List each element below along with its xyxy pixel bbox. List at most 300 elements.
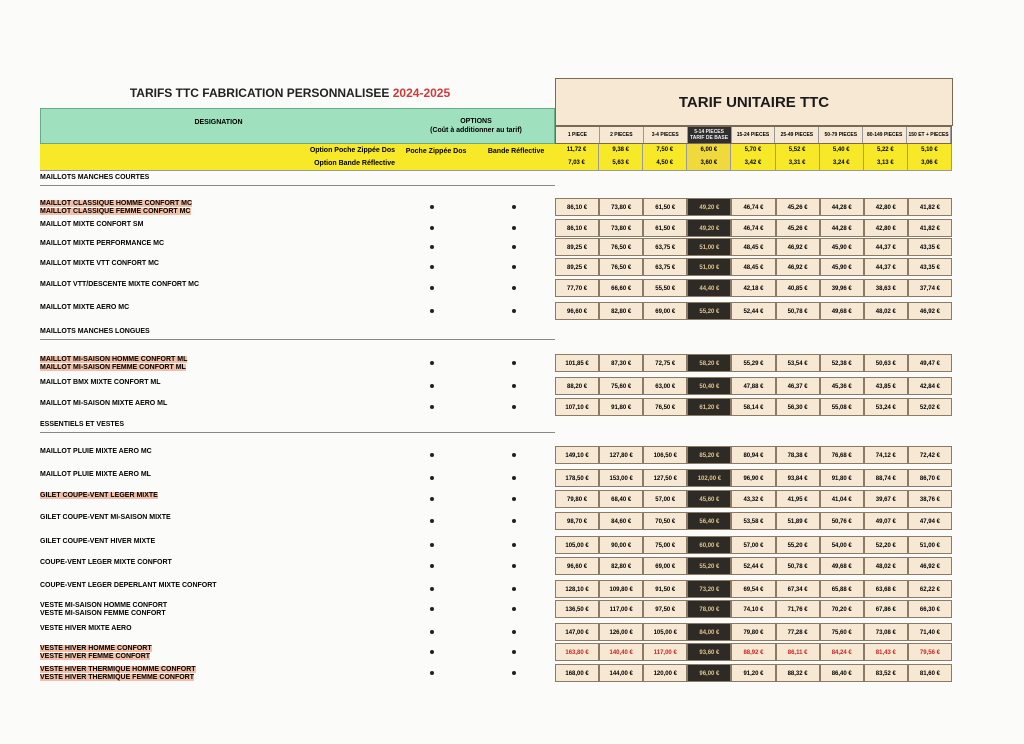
option-dot [430,564,434,568]
price-cells [555,377,952,395]
price-cell: 51,00 € [908,536,952,554]
product-name [40,379,380,387]
price-cells [555,557,952,575]
product-name [40,221,380,229]
option-bande-price: 3,31 € [776,157,820,170]
price-cell: 51,00 € [687,238,731,256]
product-name-line: VESTE HIVER THERMIQUE FEMME CONFORT [40,674,195,681]
product-name [40,514,380,522]
price-cell: 46,74 € [731,198,775,216]
price-cell: 42,80 € [864,219,908,237]
price-cell: 89,25 € [555,258,599,276]
sheet-title [40,86,540,100]
qty-col-6: 50-79 PIECES [819,127,863,143]
price-cells [555,623,952,641]
option-dot [430,650,434,654]
option-bande-price: 7,03 € [555,157,599,170]
price-cell: 55,50 € [643,279,687,297]
price-cell: 46,92 € [776,238,820,256]
price-cell: 58,14 € [731,398,775,416]
option-dot [430,630,434,634]
price-cell: 57,00 € [643,490,687,508]
price-cell: 45,26 € [776,219,820,237]
price-cell: 67,86 € [864,600,908,618]
price-cell: 91,80 € [599,398,643,416]
price-cell: 55,20 € [687,302,731,320]
price-cell: 128,10 € [555,580,599,598]
option-dot [430,519,434,523]
price-cell: 47,94 € [908,512,952,530]
option-dot [430,265,434,269]
table-row [30,643,952,661]
price-cell: 38,63 € [864,279,908,297]
price-cell: 46,37 € [776,377,820,395]
price-cells [555,490,952,508]
product-name [40,582,380,590]
option-dot [512,476,516,480]
price-cell: 46,74 € [731,219,775,237]
price-cell: 48,45 € [731,238,775,256]
price-cell: 57,00 € [731,536,775,554]
qty-col-3: 5-14 PIECES TARIF DE BASE [688,127,732,143]
price-cell: 48,45 € [731,258,775,276]
price-cell: 66,30 € [908,600,952,618]
price-cell: 73,08 € [864,623,908,641]
price-cell: 96,60 € [555,302,599,320]
price-cell: 50,40 € [687,377,731,395]
price-cell: 45,90 € [820,238,864,256]
option-labels [40,144,395,170]
price-cell: 53,24 € [864,398,908,416]
product-name [40,304,380,312]
table-row [30,238,952,256]
price-cell: 86,70 € [908,469,952,487]
product-name-line: MAILLOT MIXTE AERO MC [40,304,130,311]
price-cell: 58,20 € [687,354,731,372]
price-cell: 87,30 € [599,354,643,372]
table-row [30,623,952,641]
section-header: ESSENTIELS ET VESTES [40,418,555,433]
table-row [30,377,952,395]
option-dot [430,226,434,230]
option-dot [512,497,516,501]
option-poche-price: 11,72 € [555,144,599,157]
option-dot [512,405,516,409]
table-row [30,198,952,216]
option-dot [512,309,516,313]
price-cell: 168,00 € [555,664,599,682]
price-cell: 50,78 € [776,302,820,320]
price-cell: 40,85 € [776,279,820,297]
price-cell: 49,68 € [820,302,864,320]
price-cell: 68,40 € [599,490,643,508]
table-row [30,512,952,530]
price-cells [555,643,952,661]
price-cell: 69,54 € [731,580,775,598]
price-cell: 51,89 € [776,512,820,530]
price-cell: 67,34 € [776,580,820,598]
price-cell: 49,47 € [908,354,952,372]
price-cell: 55,20 € [687,557,731,575]
option-dot [512,543,516,547]
option-dot [430,476,434,480]
price-cell: 79,80 € [555,490,599,508]
price-cell: 76,68 € [820,446,864,464]
price-cell: 70,50 € [643,512,687,530]
product-name-line: MAILLOT MI-SAISON HOMME CONFORT ML [40,356,188,363]
option-dot [430,286,434,290]
price-cell: 96,00 € [687,664,731,682]
option-dot [512,587,516,591]
price-cell: 71,40 € [908,623,952,641]
price-cell: 49,07 € [864,512,908,530]
product-name-line: VESTE MI-SAISON FEMME CONFORT [40,610,166,617]
price-cells [555,580,952,598]
option-dot [430,205,434,209]
price-cell: 117,00 € [643,643,687,661]
option-dot [512,384,516,388]
qty-col-2: 3-4 PIECES [644,127,688,143]
qty-col-7: 80-149 PIECES [863,127,907,143]
price-cell: 44,28 € [820,219,864,237]
title-prefix: TARIFS TTC FABRICATION PERSONNALISEE [129,86,390,100]
price-cell: 63,75 € [643,238,687,256]
price-cells [555,664,952,682]
option-bande-prices [555,157,952,170]
price-cell: 178,50 € [555,469,599,487]
price-cell: 76,50 € [643,398,687,416]
price-cell: 71,76 € [776,600,820,618]
quantity-header [555,126,952,144]
product-name [40,448,380,456]
table-row [30,580,952,598]
option-dot [512,607,516,611]
price-cell: 101,85 € [555,354,599,372]
col-poche-header: Poche Zippée Dos [405,148,467,155]
price-cell: 52,20 € [864,536,908,554]
title-year: 2024-2025 [392,86,451,100]
price-cell: 48,02 € [864,557,908,575]
price-cell: 91,80 € [820,469,864,487]
table-row [30,490,952,508]
price-cell: 75,60 € [820,623,864,641]
product-name [40,356,380,372]
price-cell: 126,00 € [599,623,643,641]
price-cells [555,354,952,372]
table-row [30,664,952,682]
price-cell: 107,10 € [555,398,599,416]
product-name-line: MAILLOT BMX MIXTE CONFORT ML [40,379,161,386]
option-poche-price: 5,10 € [908,144,952,157]
price-cell: 56,30 € [776,398,820,416]
price-cell: 98,70 € [555,512,599,530]
price-cell: 79,80 € [731,623,775,641]
product-name-line: VESTE HIVER THERMIQUE HOMME CONFORT [40,666,196,673]
price-cell: 61,50 € [643,198,687,216]
designation-header: DESIGNATION [194,119,243,126]
price-cell: 46,92 € [908,557,952,575]
table-row [30,469,952,487]
option-poche-price: 5,40 € [820,144,864,157]
price-cells [555,398,952,416]
price-cell: 38,76 € [908,490,952,508]
price-cell: 84,60 € [599,512,643,530]
price-cell: 53,54 € [776,354,820,372]
product-name [40,625,380,633]
price-cell: 96,60 € [555,557,599,575]
price-cell: 45,36 € [820,377,864,395]
price-cells [555,219,952,237]
price-cell: 50,63 € [864,354,908,372]
price-cell: 149,10 € [555,446,599,464]
price-cell: 105,00 € [643,623,687,641]
price-cell: 78,00 € [687,600,731,618]
option-columns [395,148,555,155]
option-dot [512,564,516,568]
price-cell: 43,35 € [908,258,952,276]
product-name-line: GILET COUPE-VENT MI-SAISON MIXTE [40,514,171,521]
price-cell: 120,00 € [643,664,687,682]
option-bande-price: 5,63 € [599,157,643,170]
product-name [40,602,380,618]
price-cell: 47,88 € [731,377,775,395]
price-cell: 109,80 € [599,580,643,598]
price-cell: 63,68 € [864,580,908,598]
option-dot [430,587,434,591]
price-cell: 63,00 € [643,377,687,395]
price-cell: 105,00 € [555,536,599,554]
price-cell: 44,37 € [864,258,908,276]
price-cell: 102,00 € [687,469,731,487]
price-cell: 81,60 € [908,664,952,682]
product-name-line: MAILLOT MIXTE PERFORMANCE MC [40,240,165,247]
price-cell: 42,84 € [908,377,952,395]
price-cell: 117,00 € [599,600,643,618]
table-row [30,219,952,237]
price-cells [555,536,952,554]
product-name [40,200,380,216]
price-cell: 49,68 € [820,557,864,575]
price-cell: 153,00 € [599,469,643,487]
price-cell: 60,00 € [687,536,731,554]
price-cell: 97,50 € [643,600,687,618]
qty-col-4: 15-24 PIECES [732,127,776,143]
option-dot [512,361,516,365]
price-cell: 86,40 € [820,664,864,682]
product-name [40,559,380,567]
price-cell: 49,20 € [687,198,731,216]
price-cell: 53,58 € [731,512,775,530]
product-name [40,645,380,661]
option-dot [430,361,434,365]
price-cell: 93,60 € [687,643,731,661]
product-name-line: MAILLOT PLUIE MIXTE AERO ML [40,471,151,478]
price-cell: 96,90 € [731,469,775,487]
price-cell: 61,50 € [643,219,687,237]
product-name-line: MAILLOT MIXTE VTT CONFORT MC [40,260,159,267]
price-cell: 50,76 € [820,512,864,530]
section-header: MAILLOTS MANCHES COURTES [40,171,555,186]
price-cell: 89,25 € [555,238,599,256]
option-bande-price: 3,06 € [908,157,952,170]
price-cell: 55,20 € [776,536,820,554]
price-cell: 49,20 € [687,219,731,237]
price-cell: 45,60 € [687,490,731,508]
option-bande-label: Option Bande Réflective [314,160,395,167]
product-name-line: COUPE-VENT LEGER MIXTE CONFORT [40,559,172,566]
price-cell: 52,44 € [731,557,775,575]
option-dot [430,453,434,457]
product-name-line: VESTE HIVER FEMME CONFORT [40,653,151,660]
price-cell: 78,38 € [776,446,820,464]
product-name-line: VESTE HIVER MIXTE AERO [40,625,132,632]
option-dot [430,405,434,409]
section-header: MAILLOTS MANCHES LONGUES [40,325,555,340]
price-cell: 74,12 € [864,446,908,464]
price-cell: 73,20 € [687,580,731,598]
option-bande-price: 3,42 € [731,157,775,170]
product-name [40,538,380,546]
product-name-line: VESTE HIVER HOMME CONFORT [40,645,152,652]
option-dot [512,245,516,249]
qty-col-8: 150 ET + PIECES [907,127,951,143]
price-cell: 84,24 € [820,643,864,661]
option-poche-prices [555,144,952,157]
price-cell: 41,95 € [776,490,820,508]
price-cell: 88,92 € [731,643,775,661]
price-cell: 88,74 € [864,469,908,487]
price-cell: 55,08 € [820,398,864,416]
qty-col-5: 25-49 PIECES [775,127,819,143]
price-cell: 41,04 € [820,490,864,508]
price-cell: 42,18 € [731,279,775,297]
option-dot [430,671,434,675]
price-cell: 52,44 € [731,302,775,320]
price-cell: 88,32 € [776,664,820,682]
price-cell: 48,02 € [864,302,908,320]
product-name-line: MAILLOT PLUIE MIXTE AERO MC [40,448,152,455]
product-name [40,260,380,268]
option-poche-price: 6,00 € [687,144,731,157]
product-name-line: GILET COUPE-VENT HIVER MIXTE [40,538,156,545]
price-cell: 50,78 € [776,557,820,575]
price-cell: 81,43 € [864,643,908,661]
option-dot [430,309,434,313]
qty-col-0: 1 PIECE [556,127,600,143]
price-cell: 65,88 € [820,580,864,598]
price-cell: 93,84 € [776,469,820,487]
price-cell: 80,94 € [731,446,775,464]
option-dot [430,384,434,388]
option-dot [512,650,516,654]
price-cell: 76,50 € [599,258,643,276]
table-row [30,258,952,276]
price-cell: 39,67 € [864,490,908,508]
product-name-line: MAILLOT MI-SAISON FEMME CONFORT ML [40,364,186,371]
price-cell: 66,60 € [599,279,643,297]
option-dot [512,453,516,457]
price-cell: 83,52 € [864,664,908,682]
option-dot [512,226,516,230]
price-cell: 106,50 € [643,446,687,464]
table-row [30,354,952,372]
price-cell: 147,00 € [555,623,599,641]
table-row [30,536,952,554]
options-title: OPTIONS [460,118,492,125]
price-cell: 85,20 € [687,446,731,464]
price-cell: 140,40 € [599,643,643,661]
product-name-line: MAILLOT CLASSIQUE HOMME CONFORT MC [40,200,193,207]
unit-price-title: TARIF UNITAIRE TTC [555,78,953,126]
table-row [30,557,952,575]
price-cell: 44,37 € [864,238,908,256]
price-cell: 82,80 € [599,302,643,320]
price-cell: 43,32 € [731,490,775,508]
option-dot [512,205,516,209]
price-cell: 91,50 € [643,580,687,598]
price-cell: 70,20 € [820,600,864,618]
option-poche-price: 9,38 € [599,144,643,157]
option-dot [512,286,516,290]
price-cells [555,512,952,530]
price-cell: 43,85 € [864,377,908,395]
option-bande-price: 3,60 € [687,157,731,170]
table-row [30,398,952,416]
price-cell: 51,00 € [687,258,731,276]
price-cell: 37,74 € [908,279,952,297]
price-cell: 127,80 € [599,446,643,464]
option-dot [430,245,434,249]
table-row [30,446,952,464]
price-cell: 74,10 € [731,600,775,618]
table-row [30,279,952,297]
price-cell: 72,75 € [643,354,687,372]
col-bande-header: Bande Réflective [487,148,545,155]
product-name-line: MAILLOT CLASSIQUE FEMME CONFORT MC [40,208,191,215]
option-dot [430,497,434,501]
price-cell: 41,82 € [908,198,952,216]
price-cell: 45,26 € [776,198,820,216]
price-cells [555,279,952,297]
table-row [30,600,952,618]
product-name-line: MAILLOT MI-SAISON MIXTE AERO ML [40,400,168,407]
price-cell: 90,00 € [599,536,643,554]
option-poche-label: Option Poche Zippée Dos [309,147,395,154]
price-cell: 44,28 € [820,198,864,216]
price-cells [555,446,952,464]
price-cell: 127,50 € [643,469,687,487]
price-cell: 76,50 € [599,238,643,256]
option-dot [430,607,434,611]
header-bar [40,108,555,144]
option-poche-price: 5,70 € [731,144,775,157]
product-name [40,240,380,248]
price-cell: 86,10 € [555,219,599,237]
options-subtitle: (Coût à additionner au tarif) [430,127,522,134]
price-cell: 69,00 € [643,302,687,320]
price-cell: 43,35 € [908,238,952,256]
option-poche-price: 5,22 € [864,144,908,157]
price-cell: 54,00 € [820,536,864,554]
price-cell: 88,20 € [555,377,599,395]
option-poche-price: 7,50 € [643,144,687,157]
price-cell: 86,11 € [776,643,820,661]
table-row [30,302,952,320]
price-cells [555,258,952,276]
price-cell: 73,80 € [599,198,643,216]
price-cell: 77,28 € [776,623,820,641]
option-dot [512,630,516,634]
